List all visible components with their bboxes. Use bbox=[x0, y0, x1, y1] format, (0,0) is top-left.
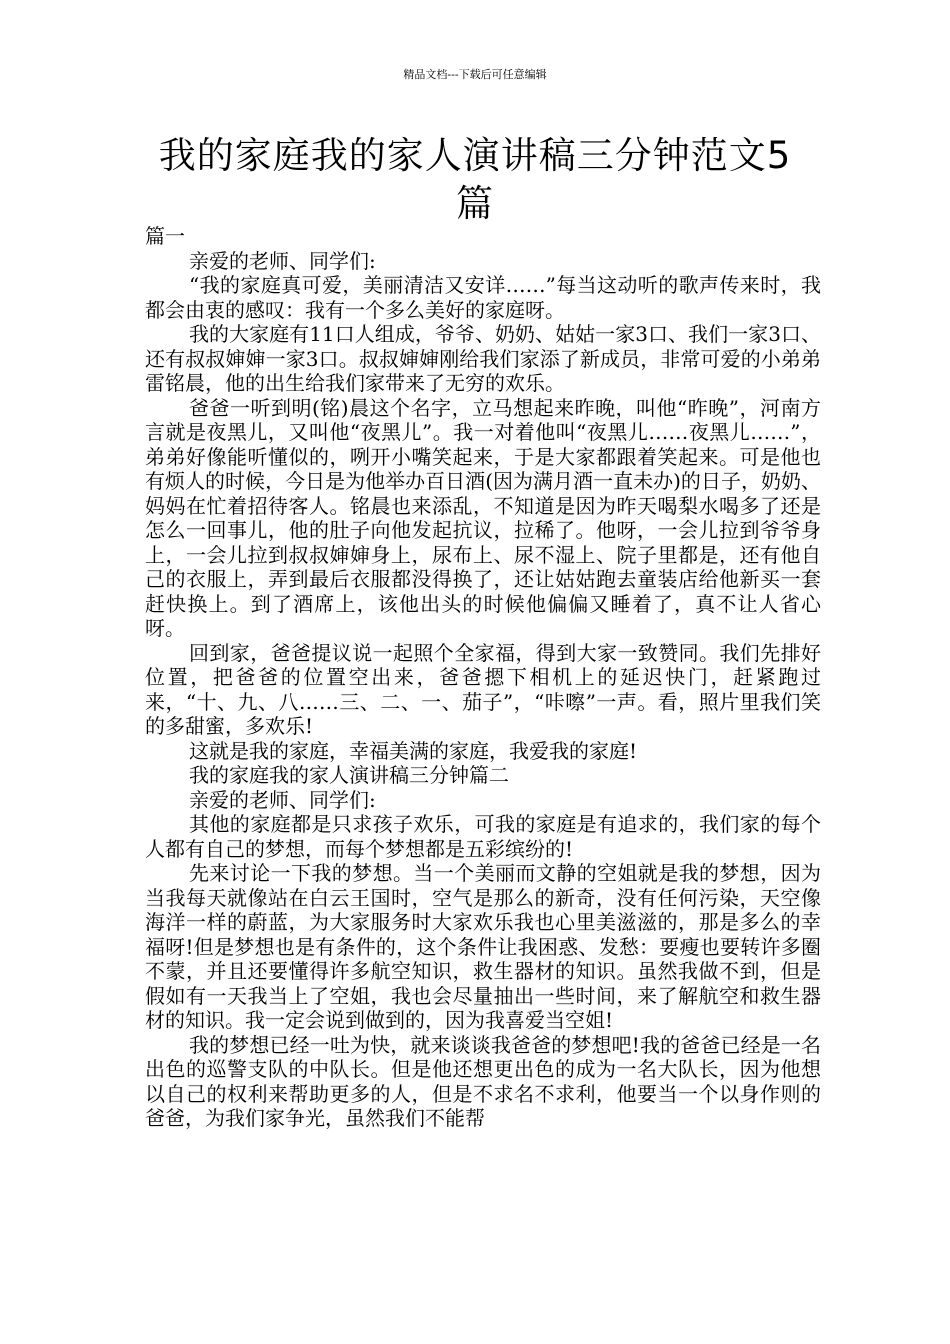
paragraph-greeting: 亲爱的老师、同学们: bbox=[189, 248, 376, 273]
paragraph-section-label: 篇一 bbox=[145, 224, 185, 248]
paragraph: 回到家，爸爸提议说一起照个全家福，得到大家一致赞同。我们先排好位置，把爸爸的位置空出来，爸爸摁下相机上的延迟快门，赶紧跑过来，“十、九、八……三、二、一、茄子”，“咔嚓”一声。看，照片里我们笑的多甜蜜，多欢乐! bbox=[145, 640, 821, 738]
paragraph: 先来讨论一下我的梦想。当一个美丽而文静的空姐就是我的梦想，因为当我每天就像站在白云王国时，空气是那么的新奇，没有任何污染，天空像海洋一样的蔚蓝，为大家服务时大家欢乐我也心里美滋滋的，那是多么的幸福呀!但是梦想也是有条件的，这个条件让我困惑、发愁：要瘦也要转许多圈不蒙，并且还要懂得许多航空知识，救生器材的知识。虽然我做不到，但是假如有一天我当上了空姐，我也会尽量抽出一些时间，来了解航空和救生器材的知识。我一定会说到做到的，因为我喜爱当空姐! bbox=[145, 861, 821, 1032]
section-heading: 我的家庭我的家人演讲稿三分钟篇二 bbox=[189, 763, 509, 787]
document-title: 我的家庭我的家人演讲稿三分钟范文5篇 bbox=[158, 134, 792, 225]
paragraph: 我的大家庭有11口人组成，爷爷、奶奶、姑姑一家3口、我们一家3口、还有叔叔婶婶一家3口。叔叔婶婶刚给我们家添了新成员，非常可爱的小弟弟雷铭晨，他的出生给我们家带来了无穷的欢乐。 bbox=[145, 322, 821, 395]
document-body bbox=[145, 224, 821, 1131]
paragraph: 爸爸一听到明(铭)晨这个名字，立马想起来昨晚，叫他“昨晚”，河南方言就是夜黑儿，又叫他“夜黑儿”。我一对着他叫“夜黑儿……夜黑儿……”，弟弟好像能听懂似的，咧开小嘴笑起来，于是大家都跟着笑起来。可是他也有烦人的时候，今日是为他举办百日酒(因为满月酒一直未办)的日子，奶奶、妈妈在忙着招待客人。铭晨也来添乱，不知道是因为昨天喝梨水喝多了还是怎么一回事儿，他的肚子向他发起抗议，拉稀了。他呀，一会儿拉到爷爷身上，一会儿拉到叔叔婶婶身上，尿布上、尿不湿上、院子里都是，还有他自己的衣服上，弄到最后衣服都没得换了，还让姑姑跑去童装店给他新买一套赶快换上。到了酒席上，该他出头的时候他偏偏又睡着了，真不让人省心呀。 bbox=[145, 395, 821, 640]
paragraph: 我的梦想已经一吐为快，就来谈谈我爸爸的梦想吧!我的爸爸已经是一名出色的巡警支队的中队长。但是他还想更出色的成为一名大队长，因为他想以自己的权利来帮助更多的人，但是不求名不求利，他要当一个以身作则的爸爸，为我们家争光，虽然我们不能帮 bbox=[145, 1032, 821, 1130]
page-header: 精品文档---下载后可任意编辑 bbox=[403, 68, 547, 81]
paragraph-greeting: 亲爱的老师、同学们: bbox=[189, 787, 376, 812]
paragraph: 这就是我的家庭，幸福美满的家庭，我爱我的家庭! bbox=[189, 738, 638, 763]
paragraph: “我的家庭真可爱，美丽清洁又安详……”每当这动听的歌声传来时，我都会由衷的感叹：我有一个多么美好的家庭呀。 bbox=[145, 273, 821, 322]
paragraph: 其他的家庭都是只求孩子欢乐，可我的家庭是有追求的，我们家的每个人都有自己的梦想，而每个梦想都是五彩缤纷的! bbox=[145, 812, 821, 861]
